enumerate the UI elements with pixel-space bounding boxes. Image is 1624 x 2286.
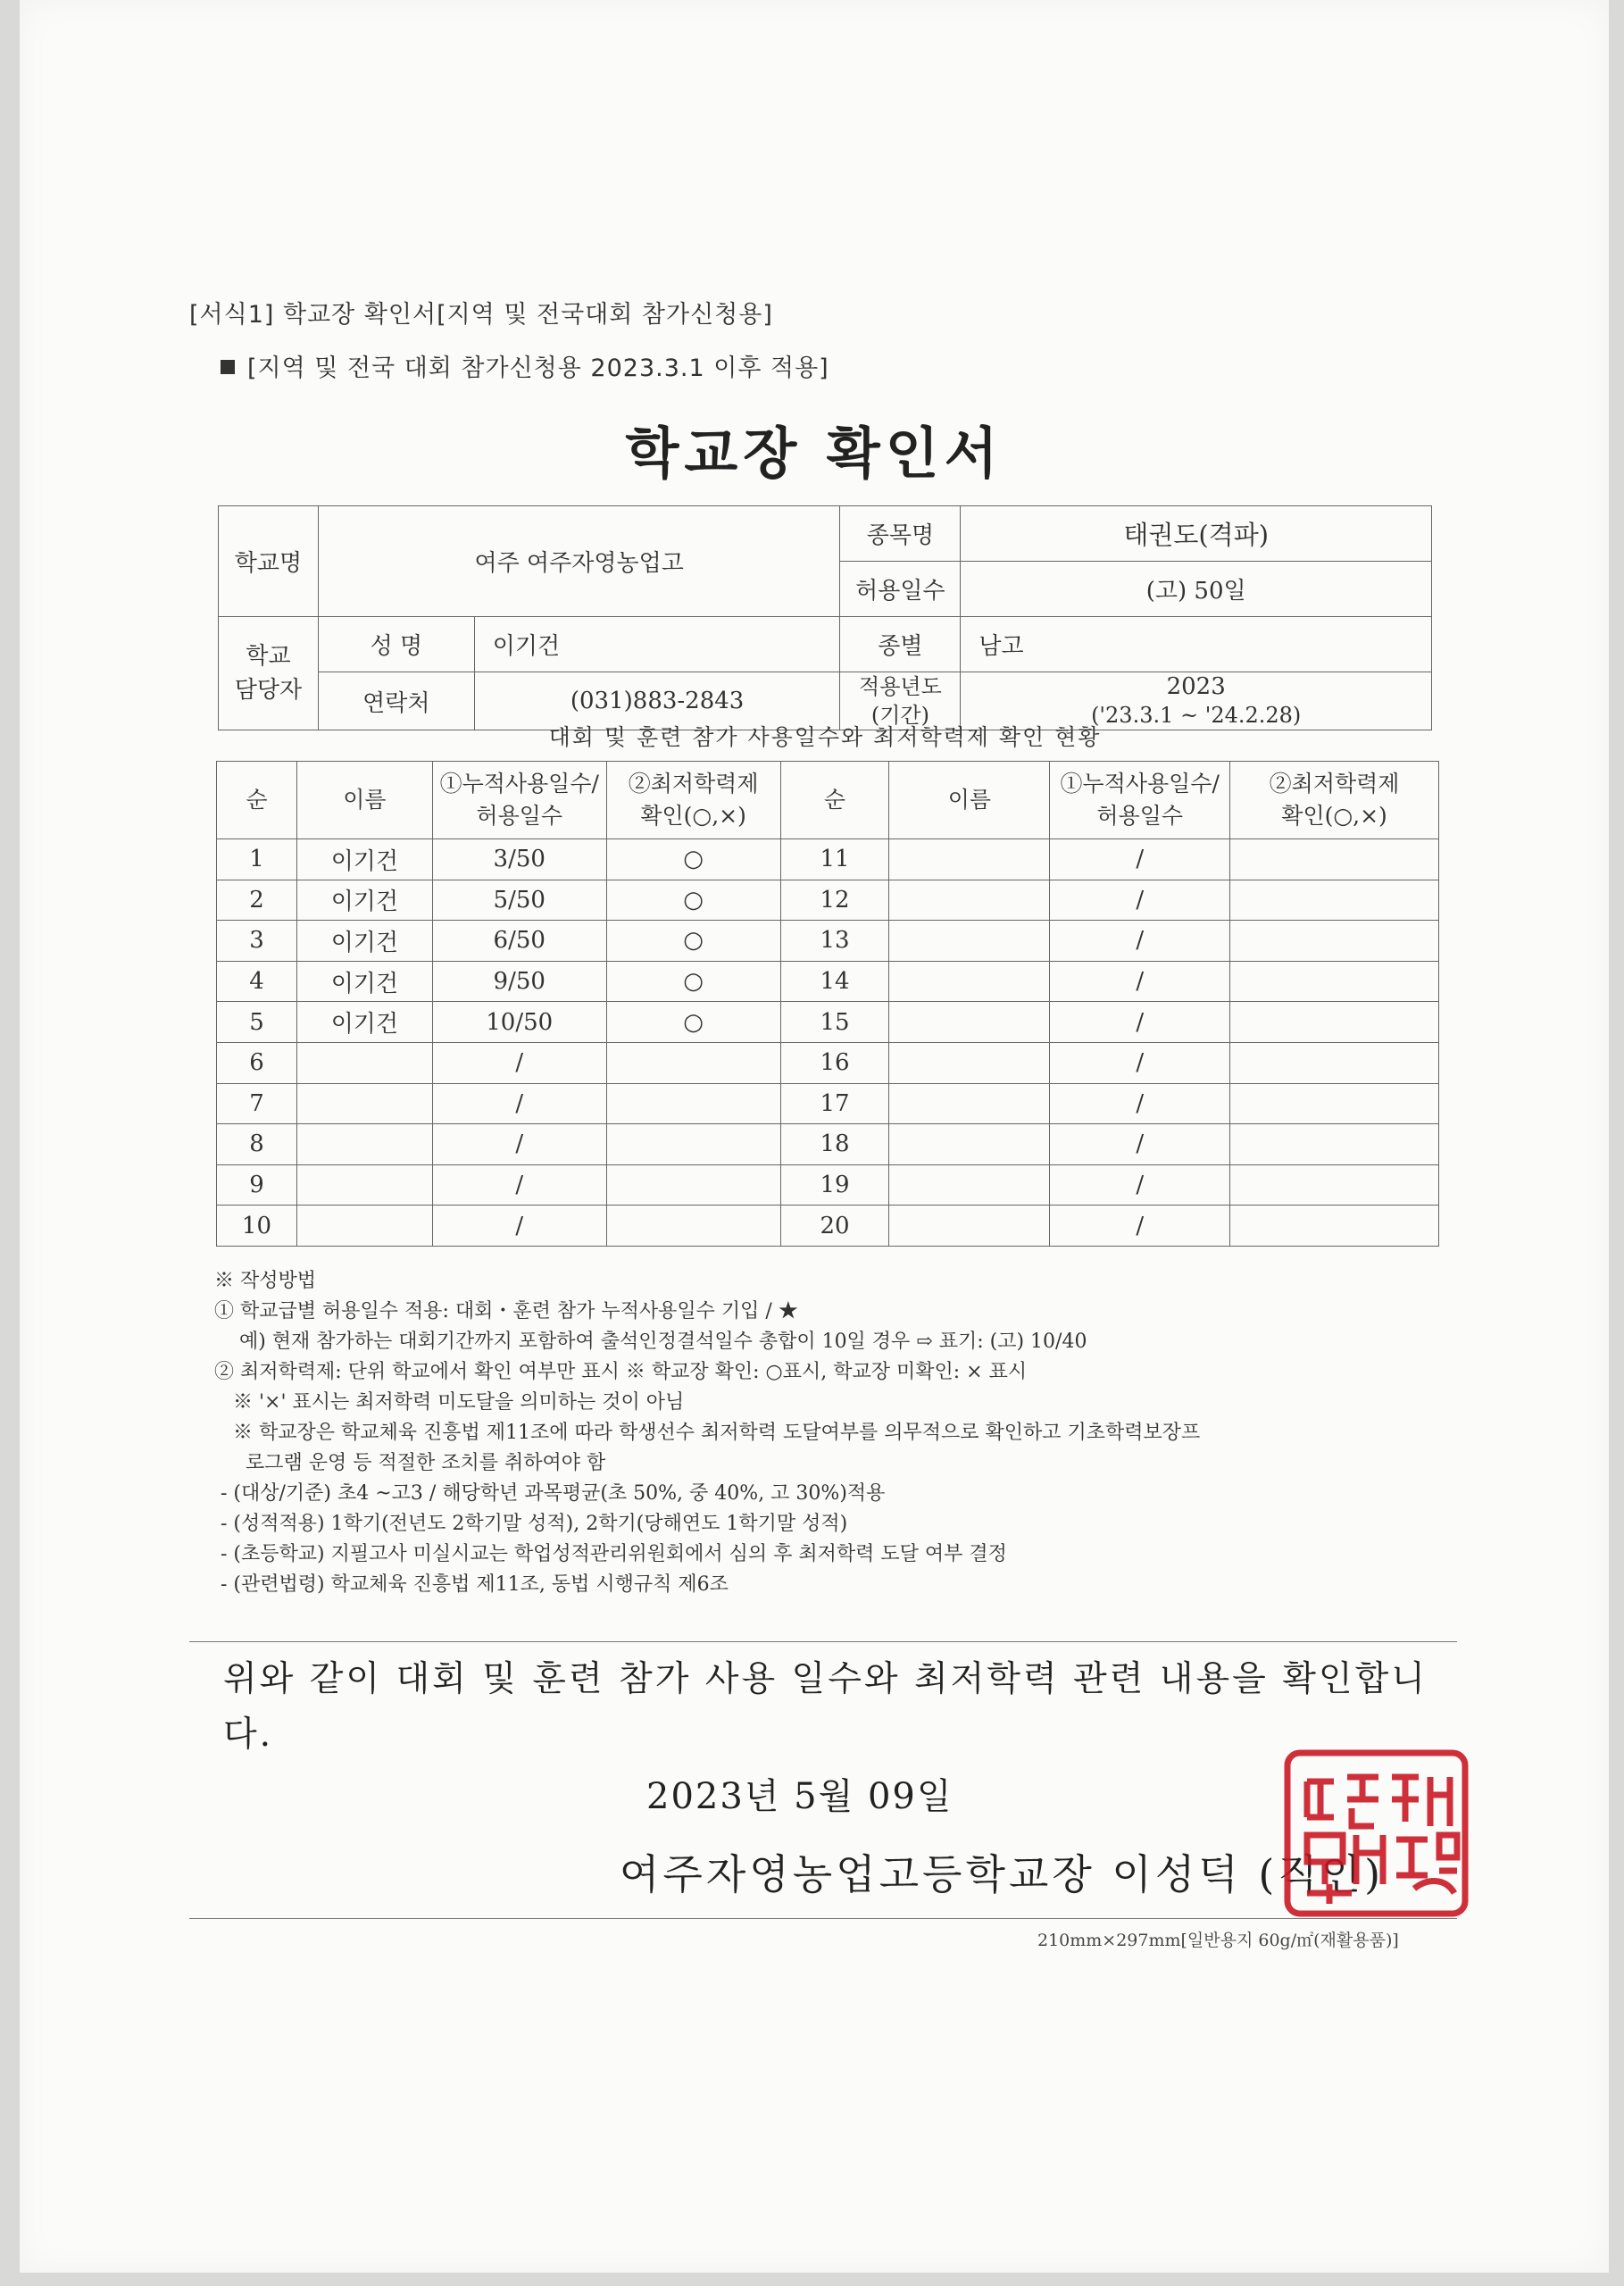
cell-no: 11 (780, 839, 889, 880)
gender-label: 종별 (840, 617, 961, 672)
cell-name (296, 1164, 432, 1206)
table-row (217, 921, 1439, 962)
phone-value: (031)883-2843 (474, 672, 840, 730)
table-row (217, 961, 1439, 1002)
school-name-value: 여주 여주자영농업고 (318, 506, 840, 617)
col-no-left: 순 (217, 762, 297, 839)
cell-check (1230, 1002, 1439, 1043)
col-days-left: ①누적사용일수/ 허용일수 (432, 762, 606, 839)
note-line: 로그램 운영 등 적절한 조치를 취하여야 함 (214, 1452, 606, 1474)
cell-no: 15 (780, 1002, 889, 1043)
cell-days: 5/50 (432, 880, 606, 921)
official-seal-stamp (1280, 1746, 1472, 1921)
cell-days: / (1050, 1083, 1230, 1124)
instructions-notes (214, 1266, 1482, 1600)
table-row (217, 1042, 1439, 1083)
cell-check: ○ (606, 961, 780, 1002)
cell-days: / (1050, 1042, 1230, 1083)
event-label: 종목명 (840, 506, 961, 562)
divider-bottom (189, 1918, 1457, 1919)
form-subtitle-text: [지역 및 전국 대회 참가신청용 2023.3.1 이후 적용] (247, 355, 829, 382)
cell-name (889, 1083, 1050, 1124)
summary-title: 대회 및 훈련 참가 사용일수와 최저학력제 확인 현황 (548, 724, 1102, 750)
cell-check: ○ (606, 1002, 780, 1043)
note-line: ※ '×' 표시는 최저학력 미도달을 의미하는 것이 아님 (214, 1391, 685, 1414)
cell-check (1230, 1206, 1439, 1247)
table-row (217, 1206, 1439, 1247)
cell-check (606, 1042, 780, 1083)
cell-name (889, 1164, 1050, 1206)
cell-name (889, 880, 1050, 921)
note-line: - (대상/기준) 초4 ~고3 / 해당학년 과목평균(초 50%, 중 40%, 고 30%)적용 (214, 1482, 886, 1505)
cell-check: ○ (606, 839, 780, 880)
cell-no: 16 (780, 1042, 889, 1083)
table-header-row (217, 762, 1439, 839)
cell-check (1230, 880, 1439, 921)
principal-signature: 여주자영농업고등학교장 이성덕 (직인) (620, 1850, 1385, 1898)
cell-check (1230, 839, 1439, 880)
table-row (217, 839, 1439, 880)
cell-name (296, 1124, 432, 1165)
col-no-right: 순 (780, 762, 889, 839)
cell-check (606, 1083, 780, 1124)
cell-check (606, 1124, 780, 1165)
form-subtitle (221, 348, 829, 383)
allowed-days-value: (고) 50일 (961, 562, 1432, 617)
cell-days: / (432, 1124, 606, 1165)
col-days-right: ①누적사용일수/ 허용일수 (1050, 762, 1230, 839)
cell-check (1230, 1083, 1439, 1124)
cell-days: 10/50 (432, 1002, 606, 1043)
note-line: ② 최저학력제: 단위 학교에서 확인 여부만 표시 ※ 학교장 확인: ○표시, 학교장 미확인: × 표시 (214, 1361, 1028, 1383)
cell-name (296, 1083, 432, 1124)
cell-check (1230, 1164, 1439, 1206)
name-value: 이기건 (474, 617, 840, 672)
cell-no: 7 (217, 1083, 297, 1124)
cell-days: / (1050, 1206, 1230, 1247)
col-name-left: 이름 (296, 762, 432, 839)
cell-days: 6/50 (432, 921, 606, 962)
col-check-right: ②최저학력제 확인(○,×) (1230, 762, 1439, 839)
phone-label: 연락처 (318, 672, 474, 730)
cell-days: / (432, 1164, 606, 1206)
cell-name: 이기건 (296, 961, 432, 1002)
cell-name: 이기건 (296, 921, 432, 962)
cell-days: / (1050, 880, 1230, 921)
note-line: ① 학교급별 허용일수 적용: 대회・훈련 참가 누적사용일수 기입 / ★ (214, 1300, 798, 1322)
note-line: 예) 현재 참가하는 대회기간까지 포함하여 출석인정결석일수 총합이 10일 경우 ⇨ 표기: (고) 10/40 (214, 1331, 1087, 1353)
cell-days: / (1050, 921, 1230, 962)
col-check-left: ②최저학력제 확인(○,×) (606, 762, 780, 839)
table-row (217, 1083, 1439, 1124)
divider-top (189, 1641, 1457, 1642)
cell-check (1230, 1124, 1439, 1165)
cell-days: / (432, 1206, 606, 1247)
form-tag: [서식1] 학교장 확인서[지역 및 전국대회 참가신청용] (189, 301, 773, 329)
cell-no: 17 (780, 1083, 889, 1124)
cell-name: 이기건 (296, 839, 432, 880)
cell-name: 이기건 (296, 1002, 432, 1043)
cell-check (606, 1206, 780, 1247)
cell-days: / (432, 1083, 606, 1124)
cell-days: / (1050, 1002, 1230, 1043)
cell-name (889, 839, 1050, 880)
cell-no: 8 (217, 1124, 297, 1165)
col-name-right: 이름 (889, 762, 1050, 839)
note-line: ※ 작성방법 (214, 1270, 317, 1292)
cell-no: 14 (780, 961, 889, 1002)
cell-no: 5 (217, 1002, 297, 1043)
cell-check (1230, 921, 1439, 962)
cell-name (889, 961, 1050, 1002)
square-bullet-icon (221, 360, 235, 374)
event-value: 태권도(격파) (961, 506, 1432, 562)
cell-name: 이기건 (296, 880, 432, 921)
period-value: ('23.3.1 ~ '24.2.28) (1091, 703, 1302, 728)
cell-check: ○ (606, 921, 780, 962)
cell-name (889, 1124, 1050, 1165)
cell-no: 1 (217, 839, 297, 880)
cell-no: 10 (217, 1206, 297, 1247)
cell-no: 13 (780, 921, 889, 962)
cell-days: / (1050, 1124, 1230, 1165)
cell-days: / (1050, 1164, 1230, 1206)
name-label: 성 명 (318, 617, 474, 672)
cell-days: 9/50 (432, 961, 606, 1002)
cell-days: / (1050, 961, 1230, 1002)
cell-no: 4 (217, 961, 297, 1002)
cell-check: ○ (606, 880, 780, 921)
cell-name (889, 921, 1050, 962)
cell-no: 3 (217, 921, 297, 962)
cell-check (1230, 1042, 1439, 1083)
cell-days: / (432, 1042, 606, 1083)
table-row (217, 1002, 1439, 1043)
issue-date: 2023년 5월 09일 (646, 1776, 954, 1817)
contact-person-label: 학교 담당자 (219, 617, 319, 730)
note-line: - (관련법령) 학교체육 진흥법 제11조, 동법 시행규칙 제6조 (214, 1573, 729, 1596)
cell-name (296, 1206, 432, 1247)
cell-no: 6 (217, 1042, 297, 1083)
note-line: ※ 학교장은 학교체육 진흥법 제11조에 따라 학생선수 최저학력 도달여부를 의무적으로 확인하고 기초학력보장프 (214, 1422, 1201, 1444)
table-row (217, 1164, 1439, 1206)
school-info-table (218, 505, 1432, 730)
cell-name (296, 1042, 432, 1083)
table-row (217, 1124, 1439, 1165)
cell-name (889, 1002, 1050, 1043)
document-page (20, 0, 1609, 2273)
paper-spec: 210mm×297mm[일반용지 60g/㎡(재활용품)] (1037, 1931, 1399, 1950)
cell-check (1230, 961, 1439, 1002)
cell-no: 12 (780, 880, 889, 921)
year-value: 2023 (1166, 673, 1226, 700)
gender-value: 남고 (961, 617, 1432, 672)
usage-summary-table (216, 761, 1439, 1247)
note-line: - (성적적용) 1학기(전년도 2학기말 성적), 2학기(당해연도 1학기말 성적) (214, 1513, 848, 1535)
cell-check (606, 1164, 780, 1206)
confirmation-statement: 위와 같이 대회 및 훈련 참가 사용 일수와 최저학력 관련 내용을 확인합니다. (223, 1659, 1428, 1755)
cell-no: 9 (217, 1164, 297, 1206)
cell-days: / (1050, 839, 1230, 880)
allowed-days-label: 허용일수 (840, 562, 961, 617)
cell-name (889, 1206, 1050, 1247)
cell-name (889, 1042, 1050, 1083)
note-line: - (초등학교) 지필고사 미실시교는 학업성적관리위원회에서 심의 후 최저학력 도달 여부 결정 (214, 1543, 1007, 1565)
cell-no: 19 (780, 1164, 889, 1206)
cell-no: 20 (780, 1206, 889, 1247)
school-name-label: 학교명 (219, 506, 319, 617)
document-title: 학교장 확인서 (625, 421, 1004, 486)
cell-no: 18 (780, 1124, 889, 1165)
cell-days: 3/50 (432, 839, 606, 880)
year-label: 적용년도 (기간) (840, 672, 961, 730)
table-row (217, 880, 1439, 921)
cell-no: 2 (217, 880, 297, 921)
